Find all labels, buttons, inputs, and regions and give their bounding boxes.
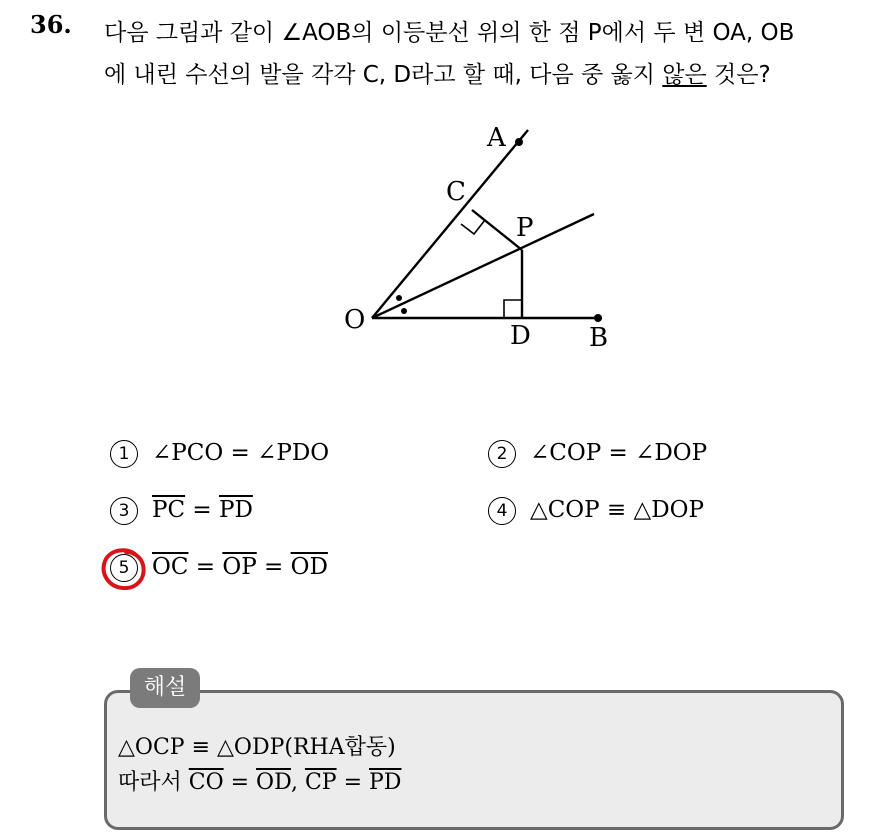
segment-co: $\overline{CO}$ xyxy=(188,770,224,795)
equals-sign: = xyxy=(223,770,257,795)
angle-bisector-figure xyxy=(330,118,630,358)
choice-number: 2 xyxy=(488,440,516,468)
choice-1[interactable] xyxy=(110,440,329,468)
label-b: B xyxy=(589,323,609,353)
choice-3[interactable] xyxy=(110,497,253,525)
label-p: P xyxy=(516,213,534,243)
angle-dot-lower xyxy=(401,308,407,314)
segment-pd: $\overline{PD}$ xyxy=(369,770,402,795)
question-emphasis-not: 않은 xyxy=(662,62,707,88)
choice-number: 1 xyxy=(110,440,138,468)
question-text-line1: 다음 그림과 같이 ∠AOB의 이등분선 위의 한 점 P에서 두 변 OA, OB xyxy=(104,20,795,46)
segment-pc: $\overline{PC}$ xyxy=(152,497,186,523)
angle-dot-upper xyxy=(396,295,402,301)
point-a xyxy=(515,138,523,146)
explanation-line1: △OCP ≡ △ODP(RHA합동) xyxy=(118,735,396,760)
right-angle-mark-d xyxy=(504,300,522,318)
bisector-ray xyxy=(372,214,594,318)
question-number: 36. xyxy=(30,10,72,39)
choice-2[interactable] xyxy=(488,440,707,468)
choice-text: ∠COP = ∠DOP xyxy=(530,440,708,466)
equals-sign: = xyxy=(185,497,219,523)
ray-oa xyxy=(372,130,528,318)
separator: , xyxy=(290,770,305,795)
equals-sign: = xyxy=(188,554,223,580)
label-a: A xyxy=(487,123,506,153)
segment-oc: $\overline{OC}$ xyxy=(152,554,189,580)
explanation-tag: 해설 xyxy=(130,668,200,708)
perpendicular-pc xyxy=(472,210,522,250)
segment-op: $\overline{OP}$ xyxy=(222,554,257,580)
equals-sign: = xyxy=(336,770,369,795)
question-text-line2-post: 것은? xyxy=(706,62,771,88)
right-angle-mark-c xyxy=(461,220,485,234)
choice-number: 3 xyxy=(110,497,138,525)
label-d: D xyxy=(510,321,531,351)
explanation-line2 xyxy=(118,765,401,796)
choice-number: 4 xyxy=(488,497,516,525)
label-o: O xyxy=(344,305,366,335)
equals-sign: = xyxy=(256,554,291,580)
answer-circle-mark xyxy=(100,545,150,593)
segment-pd: $\overline{PD}$ xyxy=(218,497,253,523)
question-text-line2 xyxy=(104,56,771,89)
question-text-line2-pre: 에 내린 수선의 발을 각각 C, D라고 할 때, 다음 중 옳지 xyxy=(104,62,663,88)
segment-od: $\overline{OD}$ xyxy=(290,554,328,580)
choice-text: ∠PCO = ∠PDO xyxy=(152,440,330,466)
point-b xyxy=(594,314,602,322)
choice-4[interactable] xyxy=(488,497,704,525)
label-c: C xyxy=(446,177,466,207)
segment-cp: $\overline{CP}$ xyxy=(304,770,337,795)
choice-number: 5 xyxy=(110,554,138,582)
explanation-therefore: 따라서 xyxy=(118,770,189,795)
segment-od: $\overline{OD}$ xyxy=(256,770,291,795)
choice-text: △COP ≡ △DOP xyxy=(530,497,704,523)
